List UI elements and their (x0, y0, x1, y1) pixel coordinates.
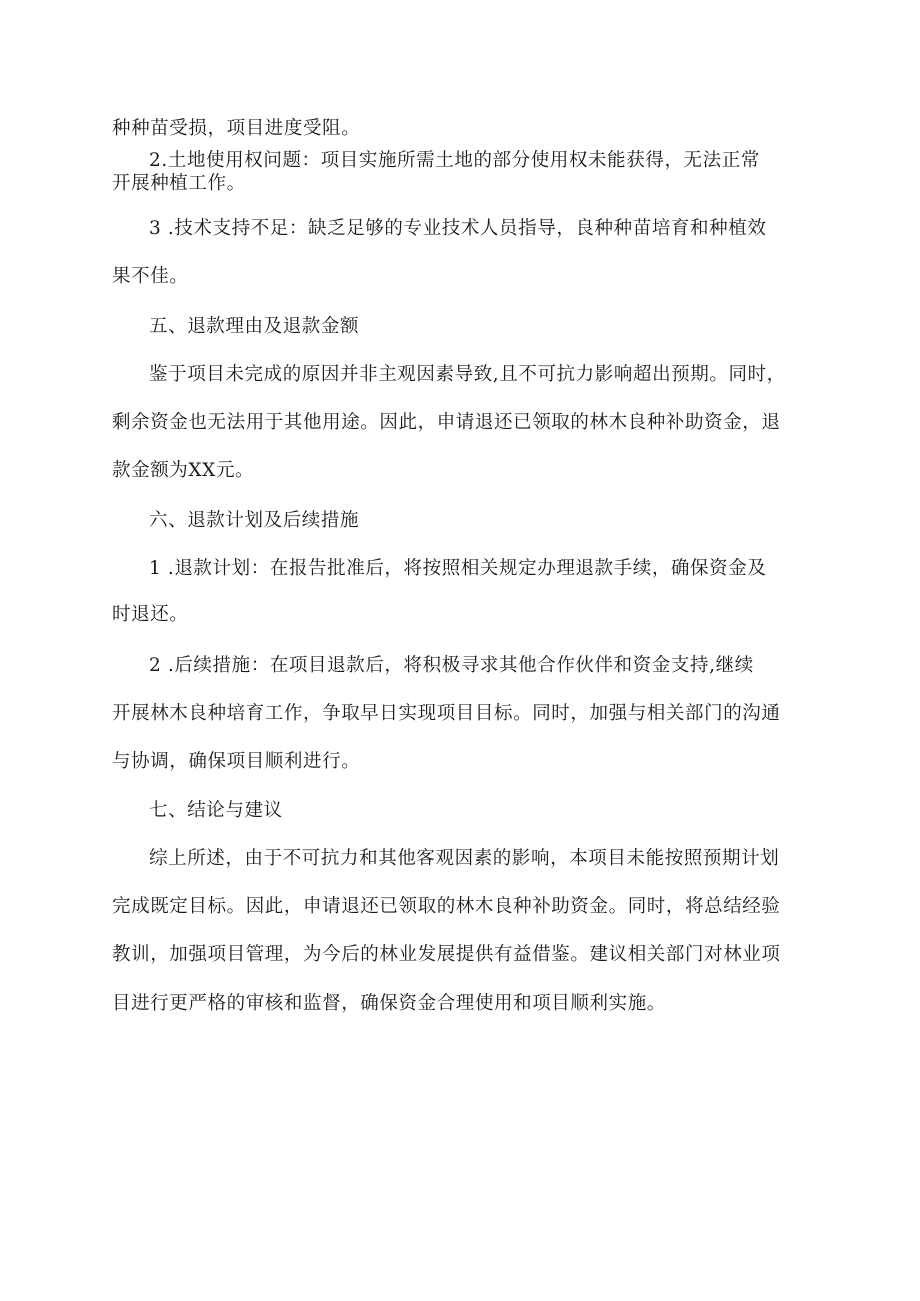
text-line-20: 目进行更严格的审核和监督，确保资金合理使用和项目顺利实施。 (112, 993, 666, 1014)
text-line-1: 种种苗受损，项目进度受阻。 (112, 118, 361, 139)
text-line-18: 完成既定目标。因此，申请退还已领取的林木良种补助资金。同时，将总结经验 (112, 896, 781, 917)
text-line-4: 3 .技术支持不足：缺乏足够的专业技术人员指导，良种种苗培育和种植效 (149, 218, 767, 239)
text-line-12: 时退还。 (112, 604, 189, 625)
text-line-19: 教训，加强项目管理，为今后的林业发展提供有益借鉴。建议相关部门对林业项 (112, 944, 781, 965)
text-line-15: 与协调，确保项目顺利进行。 (112, 751, 361, 772)
text-line-14: 开展林木良种培育工作，争取早日实现项目目标。同时，加强与相关部门的沟通 (112, 703, 781, 724)
text-line-3: 开展种植工作。 (112, 173, 246, 194)
text-line-2: 2.土地使用权问题：项目实施所需土地的部分使用权未能获得，无法正常 (149, 150, 760, 171)
text-line-17: 综上所述，由于不可抗力和其他客观因素的影响，本项目未能按照预期计划 (149, 848, 780, 869)
text-line-9: 款金额为XX元。 (112, 460, 255, 481)
section-heading-5: 五、退款理由及退款金额 (149, 316, 360, 337)
text-line-11: 1 .退款计划：在报告批准后，将按照相关规定办理退款手续，确保资金及 (149, 558, 767, 579)
text-line-13: 2 .后续措施：在项目退款后，将积极寻求其他合作伙伴和资金支持,继续 (149, 655, 754, 676)
text-line-5: 果不佳。 (112, 266, 189, 287)
section-heading-6: 六、退款计划及后续措施 (149, 510, 360, 531)
section-heading-7: 七、结论与建议 (149, 800, 283, 821)
text-line-8: 剩余资金也无法用于其他用途。因此，申请退还已领取的林木良种补助资金，退 (112, 412, 781, 433)
text-line-7: 鉴于项目未完成的原因并非主观因素导致,且不可抗力影响超出预期。同时， (149, 364, 786, 385)
